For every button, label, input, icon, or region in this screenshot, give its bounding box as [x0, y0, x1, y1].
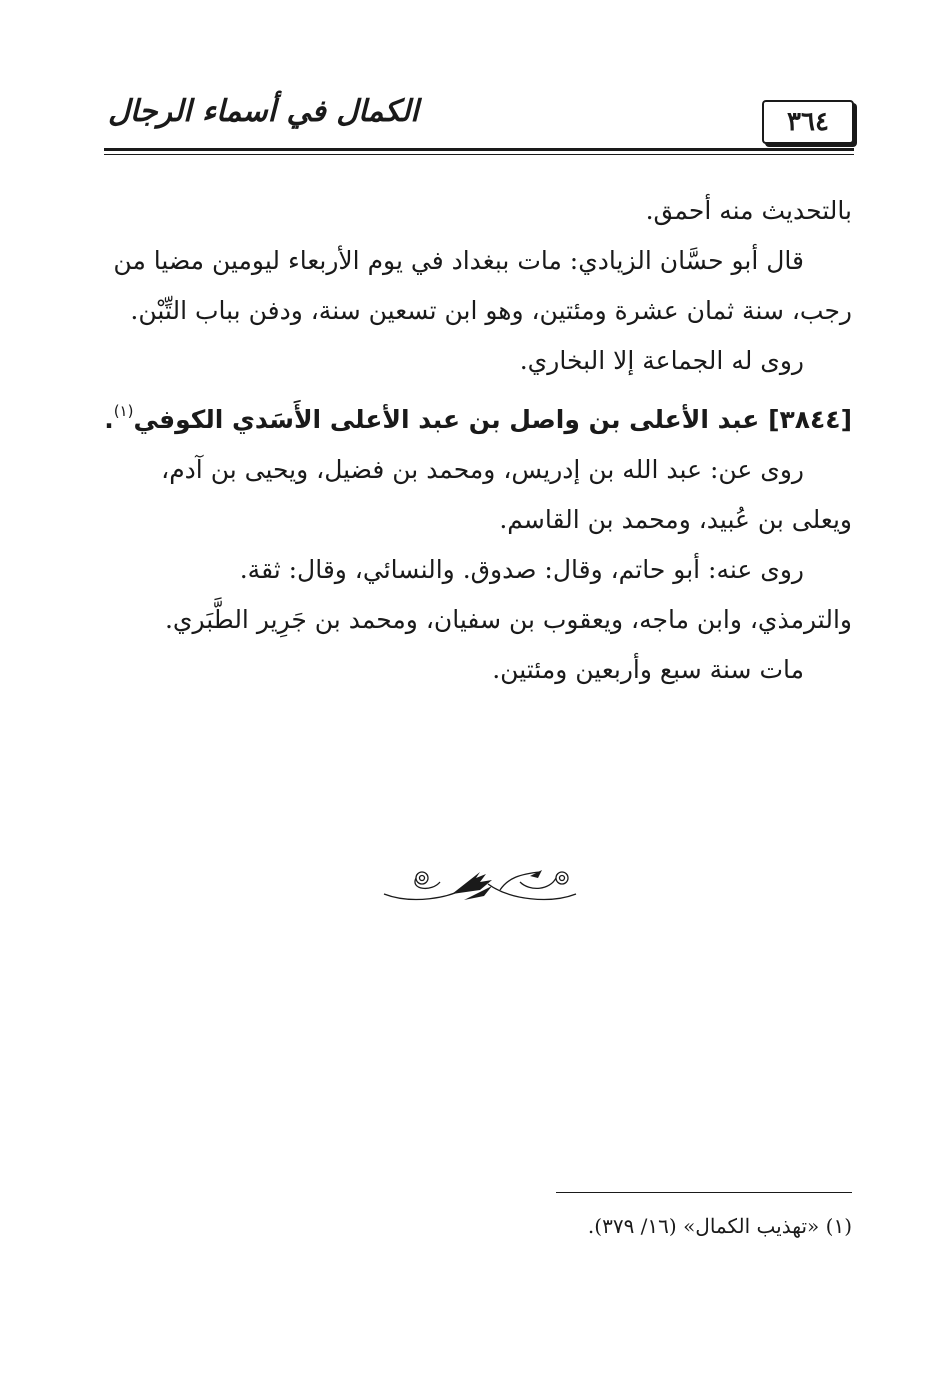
main-text [104, 186, 852, 695]
entry-heading-end: . [104, 405, 114, 434]
section-end-ornament-icon [380, 860, 580, 908]
header-rule [104, 148, 854, 151]
header-rule-thin [104, 154, 854, 155]
text-line: بالتحديث منه أحمق. [645, 196, 852, 225]
entry-heading-text: [٣٨٤٤] عبد الأعلى بن واصل بن عبد الأعلى الأَسَدي الكوفي [133, 405, 852, 434]
footnote: (١) «تهذيب الكمال» (١٦/ ٣٧٩). [587, 1214, 852, 1238]
footnote-marker: (١) [113, 402, 134, 420]
page-number: ٣٦٤ [762, 100, 854, 144]
entry-heading [104, 386, 852, 445]
text-line: روى له الجماعة إلا البخاري. [519, 346, 804, 375]
page-header [104, 94, 854, 156]
text-line: روى عن: عبد الله بن إدريس، ومحمد بن فضيل، ويحيى بن آدم، [161, 455, 804, 484]
text-line: رجب، سنة ثمان عشرة ومئتين، وهو ابن تسعين سنة، ودفن بباب التِّبْن. [130, 296, 852, 325]
text-line: ويعلى بن عُبيد، ومحمد بن القاسم. [499, 505, 852, 534]
running-title: الكمال في أسماء الرجال [108, 94, 419, 129]
text-line: مات سنة سبع وأربعين ومئتين. [492, 655, 804, 684]
footnote-separator [556, 1192, 852, 1193]
text-line: روى عنه: أبو حاتم، وقال: صدوق. والنسائي، وقال: ثقة. [239, 555, 804, 584]
text-line: قال أبو حسَّان الزيادي: مات ببغداد في يوم الأربعاء ليومين مضيا من [113, 246, 804, 275]
text-line: والترمذي، وابن ماجه، ويعقوب بن سفيان، ومحمد بن جَرِير الطَّبَري. [164, 605, 852, 634]
